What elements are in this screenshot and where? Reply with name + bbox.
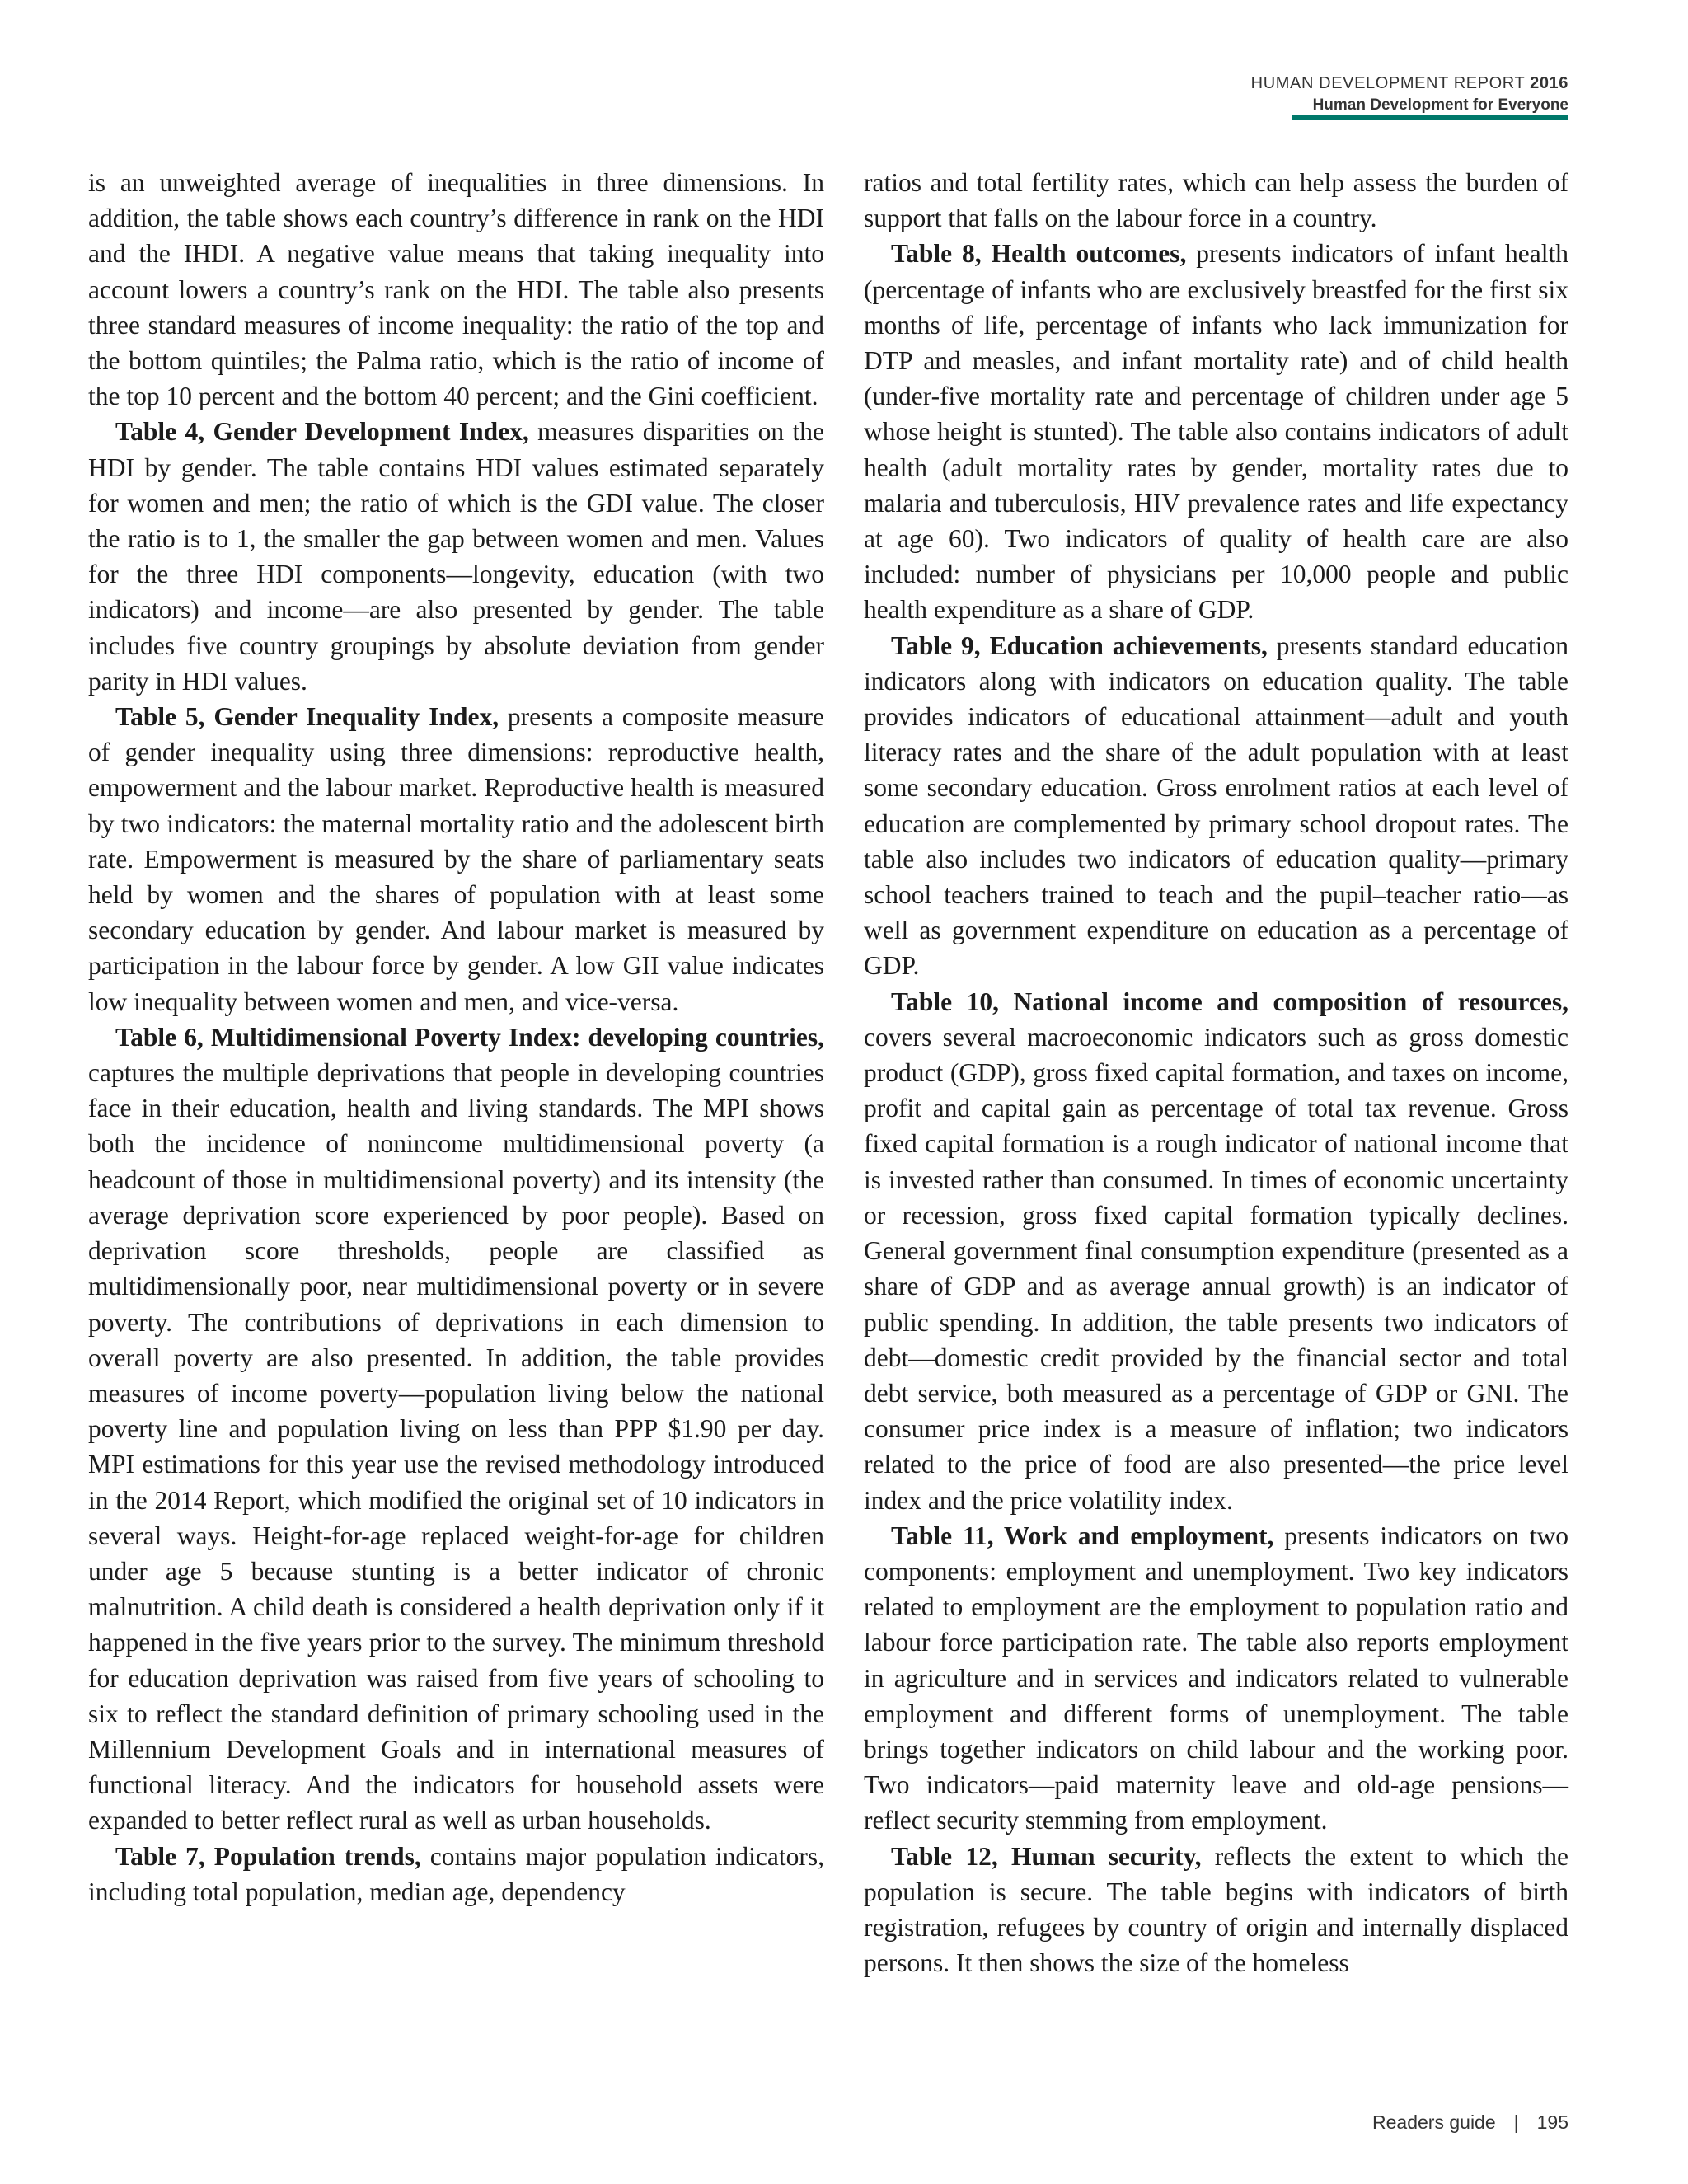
report-title — [1251, 74, 1568, 93]
header-rule — [1292, 115, 1568, 120]
paragraph-lead: Table 11, Work and employment, — [891, 1521, 1274, 1550]
paragraph-text: presents indicators on two components: employment and unemployment. Two key indicators related to employment are the employment to population ratio and labour force participation rate. The table also reports employment in agriculture and in services and indicators related to vulnerable employment and different forms of unemployment. The table brings together indicators on child labour and the working poor. Two indicators—paid maternity leave and old-age pensions—reflect security stemming from employment. — [864, 1521, 1568, 1835]
paragraph-text: covers several macroeconomic indicators such as gross domestic product (GDP), gross fixed capital formation, and taxes on income, profit and capital gain as percentage of total tax revenue. Gross fixed capital formation is a rough indicator of national income that is invested rather than consumed. In times of economic uncertainty or recession, gross fixed capital formation typically declines. General government final consumption expenditure (presented as a share of GDP and as average annual growth) is an indicator of public spending. In addition, the table presents two indicators of debt—domestic credit provided by the financial sector and total debt service, both measured as a percentage of GDP or GNI. The consumer price index is a measure of inflation; two indicators related to the price of food are also presented—the price level index and the price volatility index. — [864, 1022, 1568, 1515]
paragraph — [88, 699, 824, 1019]
paragraph-lead: Table 4, Gender Development Index, — [115, 417, 529, 447]
paragraph-text: captures the multiple deprivations that people in developing countries face in their education, health and living standards. The MPI shows both the incidence of nonincome multidimensional poverty (a headcount of those in multidimensional poverty) and its intensity (the average deprivation score experienced by poor people). Based on deprivation score thresholds, people are classified as multidimensionally poor, near multidimensional poverty or in severe poverty. The contributions of deprivations in each dimension to overall poverty are also presented. In addition, the table provides measures of income poverty—population living below the national poverty line and population living on less than PPP $1.90 per day. MPI estimations for this year use the revised methodology introduced in the 2014 Report, which modified the original set of 10 indicators in several ways. Height-for-age replaced weight-for-age for children under age 5 because stunting is a better indicator of chronic malnutrition. A child death is considered a health deprivation only if it happened in the five years prior to the survey. The minimum threshold for education deprivation was raised from five years of schooling to six to reflect the standard definition of primary schooling used in the Millennium Development Goals and in international measures of functional literacy. And the indicators for household assets were expanded to better reflect rural as well as urban households. — [88, 1058, 824, 1835]
paragraph-lead: Table 7, Population trends, — [115, 1841, 421, 1871]
paragraph-text: presents a composite measure of gender inequality using three dimensions: reproductive health, empowerment and the labour market. Reproductive health is measured by two indicators: the maternal mortality ratio and the adolescent birth rate. Empowerment is measured by the share of parliamentary seats held by women and the shares of population with at least some secondary education by gender. And labour market is measured by participation in the labour force by gender. A low GII value indicates low inequality between women and men, and vice-versa. — [88, 702, 824, 1016]
paragraph — [864, 1839, 1568, 1981]
paragraph — [864, 1518, 1568, 1839]
paragraph-lead: Table 9, Education achievements, — [891, 630, 1268, 660]
page-number: 195 — [1536, 2111, 1568, 2133]
paragraph-text: presents indicators of infant health (percentage of infants who are exclusively breastfed for the first six months of life, percentage of infants who lack immunization for DTP and measles, and infant mortality rate) and of child health (under-five mortality rate and percentage of children under age 5 whose height is stunted). The table also contains indicators of adult health (adult mortality rates by gender, mortality rates due to malaria and tuberculosis, HIV prevalence rates and life expectancy at age 60). Two indicators of quality of health care are also included: number of physicians per 10,000 people and public health expenditure as a share of GDP. — [864, 239, 1568, 625]
report-year: 2016 — [1530, 74, 1568, 92]
paragraph-text: presents standard education indicators along with indicators on education quality. The table provides indicators of educational attainment—adult and youth literacy rates and the share of the adult population with at least some secondary education. Gross enrolment ratios at each level of education are complemented by primary school dropout rates. The table also includes two indicators of education quality—primary school teachers trained to teach and the pupil–teacher ratio—as well as government expenditure on education as a percentage of GDP. — [864, 630, 1568, 981]
paragraph-lead: Table 12, Human security, — [891, 1841, 1202, 1871]
left-column — [88, 165, 824, 1910]
right-column — [864, 165, 1568, 1980]
paragraph — [864, 165, 1568, 236]
paragraph-lead: Table 8, Health outcomes, — [891, 239, 1187, 269]
paragraph — [864, 984, 1568, 1518]
paragraph — [864, 236, 1568, 627]
report-name: HUMAN DEVELOPMENT REPORT — [1250, 74, 1525, 92]
paragraph-lead: Table 5, Gender Inequality Index, — [115, 702, 499, 732]
page-footer — [1372, 2111, 1568, 2134]
paragraph-lead: Table 6, Multidimensional Poverty Index: developing countries, — [115, 1022, 824, 1052]
paragraph — [88, 414, 824, 699]
paragraph — [88, 1019, 824, 1839]
footer-separator: | — [1513, 2111, 1519, 2133]
report-subtitle: Human Development for Everyone — [1312, 96, 1568, 114]
section-name: Readers guide — [1372, 2111, 1496, 2133]
paragraph — [88, 1839, 824, 1910]
paragraph-text: is an unweighted average of inequalities in three dimensions. In addition, the table shows each country’s difference in rank on the HDI and the IHDI. A negative value means that taking inequality into account lowers a country’s rank on the HDI. The table also presents three standard measures of income inequality: the ratio of the top and the bottom quintiles; the Palma ratio, which is the ratio of income of the top 10 percent and the bottom 40 percent; and the Gini coefficient. — [88, 168, 824, 411]
paragraph — [88, 165, 824, 414]
paragraph — [864, 628, 1568, 984]
paragraph-text: ratios and total fertility rates, which can help assess the burden of support that falls on the labour force in a country. — [864, 168, 1568, 233]
paragraph-lead: Table 10, National income and composition of resources, — [891, 987, 1568, 1016]
paragraph-text: measures disparities on the HDI by gender. The table contains HDI values estimated separately for women and men; the ratio of which is the GDI value. The closer the ratio is to 1, the smaller the gap between women and men. Values for the three HDI components—longevity, education (with two indicators) and income—are also presented by gender. The table includes five country groupings by absolute deviation from gender parity in HDI values. — [88, 417, 824, 696]
paragraph-text: reflects the extent to which the population is secure. The table begins with indicators of birth registration, refugees by country of origin and internally displaced persons. It then shows the size of the homeless — [864, 1841, 1568, 1978]
paragraph-text: contains major population indicators, including total population, median age, dependency — [88, 1841, 825, 1906]
running-header — [1251, 74, 1568, 115]
